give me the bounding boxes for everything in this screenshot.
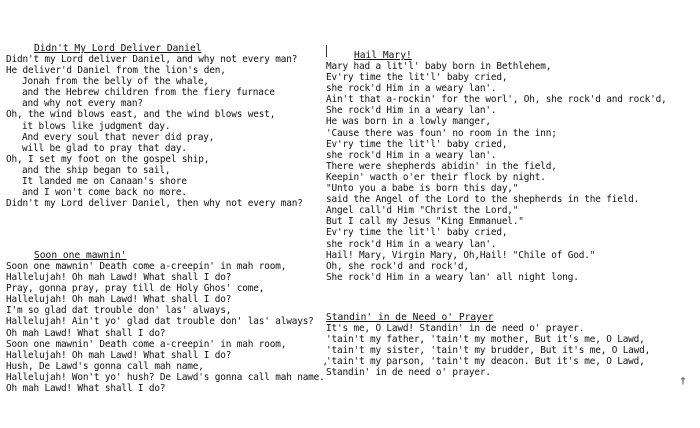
song-hail-mary	[326, 50, 696, 283]
lyric-line: Hallelujah! Oh mah Lawd! What shall I do?	[6, 272, 232, 284]
lyric-line: Didn't my Lord deliver Daniel, and why not every man?	[6, 54, 298, 65]
lyric-line: There were shepherds abidin' in the field,	[326, 160, 557, 172]
lyric-line: She rock'd Him in a weary lan'.	[326, 105, 497, 117]
lyric-line: 'tain't my parson, 'tain't my deacon. But it's me, O Lawd,	[326, 356, 645, 368]
lyric-line: Hallelujah! Oh mah Lawd! What shall I do?	[6, 349, 232, 361]
lyric-line: And every soul that never did pray,	[22, 131, 215, 143]
lyric-line: Hallelujah! Ain't yo' glad dat trouble don' las' always?	[6, 316, 314, 328]
lyric-line: It's me, O Lawd! Standin' in de need o' prayer.	[326, 323, 585, 334]
margin-mark: ‘	[322, 362, 329, 373]
lyric-line: Ev'ry time the lit'l' baby cried,	[326, 138, 508, 150]
lyric-line: Soon one mawnin' Death come a-creepin' in mah room,	[6, 338, 287, 350]
lyric-line: said the Angel of the Lord to the shepherds in the field.	[326, 194, 640, 206]
lyric-line: Hallelujah! Won't yo' hush? De Lawd's gonna call mah name.	[6, 371, 325, 383]
lyric-line: But I call my Jesus "King Emmanuel."	[326, 216, 524, 228]
lyric-line: Angel call'd Him "Christ the Lord,"	[326, 205, 519, 217]
song-soon-one-mawnin	[6, 250, 325, 394]
song-title: Didn't My Lord Deliver Daniel	[34, 43, 202, 54]
margin-mark: †	[680, 376, 687, 387]
song-title: Hail Mary!	[354, 50, 412, 61]
lyric-line: Ev'ry time the lit'l' baby cried,	[326, 72, 508, 84]
lyric-line: It landed me on Canaan's shore	[22, 176, 187, 188]
lyric-line: Standin' in de need o' prayer.	[326, 367, 491, 379]
lyric-line: it blows like judgment day.	[22, 120, 171, 132]
lyric-line: and the ship began to sail,	[22, 164, 171, 176]
lyric-line: Soon one mawnin' Death come a-creepin' in mah room,	[6, 261, 287, 272]
lyric-line: 'tain't my father, 'tain't my mother, But it's me, O Lawd,	[326, 334, 645, 346]
song-title: Soon one mawnin'	[34, 250, 127, 261]
lyric-line: and the Hebrew children from the fiery furnace	[22, 87, 275, 99]
right-column	[326, 50, 696, 379]
lyric-line: she rock'd Him in a weary lan'.	[326, 83, 497, 95]
lyric-line: Didn't my Lord deliver Daniel, then why not every man?	[6, 198, 303, 210]
lyric-line: 'Cause there was foun' no room in the inn;	[326, 127, 557, 139]
lyric-line: Oh, she rock'd and rock'd,	[326, 260, 469, 272]
lyric-line: Jonah from the belly of the whale,	[22, 76, 209, 88]
lyric-line: Oh, I set my foot on the gospel ship,	[6, 153, 210, 165]
lyric-line: Oh, the wind blows east, and the wind blows west,	[6, 109, 276, 121]
lyric-line: Oh mah Lawd! What shall I do?	[6, 327, 166, 339]
lyric-line: Mary had a lit'l' baby born in Bethlehem,	[326, 61, 552, 72]
song-didnt-my-lord	[6, 43, 326, 209]
lyric-line: "Unto you a babe is born this day,"	[326, 183, 519, 195]
lyric-line: Oh mah Lawd! What shall I do?	[6, 383, 166, 395]
lyric-line: will be glad to pray that day.	[22, 142, 187, 154]
lyric-line: Keepin' wacth o'er their flock by night.	[326, 171, 546, 183]
lyric-line: He was born in a lowly manger,	[326, 116, 491, 128]
lyric-line: she rock'd Him in a weary lan'.	[326, 149, 497, 161]
lyric-line: Ain't that a-rockin' for the worl', Oh, she rock'd and rock'd,	[326, 94, 667, 106]
song-title: Standin' in de Need o' Prayer	[326, 312, 494, 323]
lyric-line: Ev'ry time the lit'l' baby cried,	[326, 227, 508, 239]
song-standin-in-de-need	[326, 312, 650, 378]
lyric-line: Hail! Mary, Virgin Mary, Oh,Hail! "Chile of God."	[326, 249, 596, 261]
lyric-line: Pray, gonna pray, pray till de Holy Ghos' come,	[6, 283, 265, 295]
lyric-line: she rock'd Him in a weary lan'.	[326, 238, 497, 250]
lyric-line: I'm so glad dat trouble don' las' always,	[6, 305, 232, 317]
lyric-line: Hallelujah! Oh mah Lawd! What shall I do?	[6, 294, 232, 306]
lyric-line: and why not every man?	[22, 98, 143, 110]
lyric-line: He deliver'd Daniel from the lion's den,	[6, 65, 226, 77]
left-column	[6, 43, 326, 395]
lyric-line: Hush, De Lawd's gonna call mah name,	[6, 360, 204, 372]
lyric-line: and I won't come back no more.	[22, 187, 187, 199]
lyric-line: She rock'd Him in a weary lan' all night long.	[326, 271, 579, 283]
lyric-line: 'tain't my sister, 'tain't my brudder, But it's me, O Lawd,	[326, 345, 651, 357]
